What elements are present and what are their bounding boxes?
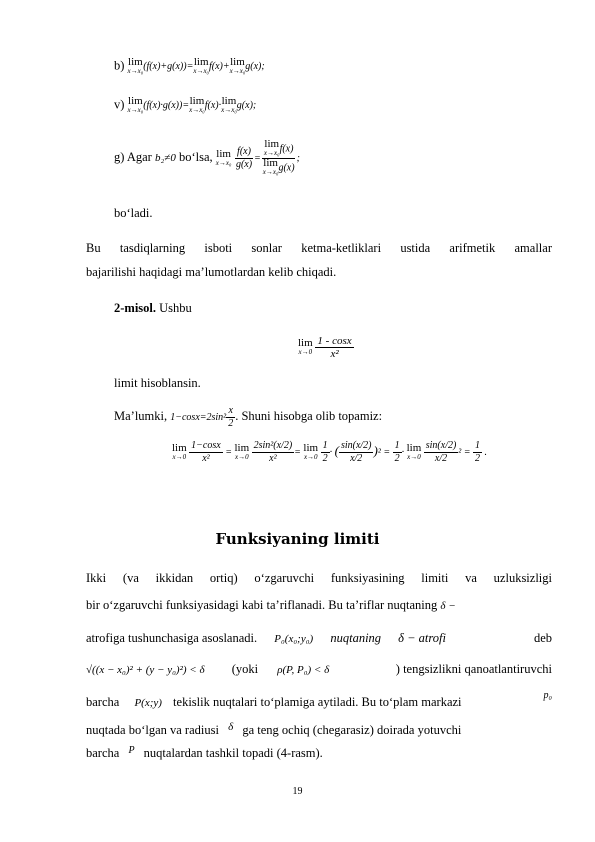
example-text: Ushbu: [159, 301, 192, 315]
para2-line6-text2: ga teng ochiq (chegarasiz) doirada yotuvchi: [242, 723, 462, 737]
item-b-formula: lim x→x₀ (f(x)+g(x))= lim x→x₀ f(x)+ lim x→x₀ g(x);: [127, 56, 265, 75]
example-heading: [114, 301, 192, 315]
item-v-formula: lim x→x₀ (f(x)·g(x))= lim x→x₀ f(x)· lim x→x₀ g(x);: [127, 95, 257, 114]
item-g-cond: b₂≠0: [154, 151, 176, 164]
para2-line5: [86, 690, 552, 710]
item-g-formula: lim x→x₀ $\frac{f(x)}{g(x)}$ = lim x→x₀ f(x) lim x→x₀ g(x) ;: [215, 138, 300, 176]
para2-line6-text: nuqtada bo‘lgan va radiusi: [86, 723, 219, 737]
delta-symbol: δ −: [440, 600, 456, 612]
example-label: 2-misol.: [114, 301, 157, 315]
para2-line4: [86, 662, 552, 677]
hint-formula: 1−cosx=2sin² $\frac{x}{2}$: [170, 405, 234, 429]
delta-radius: δ: [228, 721, 234, 733]
para2-line6: [86, 720, 552, 737]
item-boladi: bo‘ladi.: [114, 206, 153, 220]
para2-line2: [86, 598, 456, 613]
para2-line5-text: tekislik nuqtalari to‘plamiga aytiladi. Bu to‘plam markazi: [173, 695, 462, 709]
item-g-mid: bo‘lsa,: [178, 149, 213, 164]
example-result: $\frac{1}{2}$: [475, 440, 481, 464]
p0-symbol: p₀: [543, 690, 552, 701]
section-title: Funksiyaning limiti: [215, 530, 380, 548]
item-b: [114, 58, 265, 76]
para2-line7-barcha: barcha: [86, 746, 120, 760]
para1-line1: Bu tasdiqlarning isboti sonlar ketma-ketliklari ustida arifmetik amallar: [86, 241, 552, 255]
para2-line4-text: ) tengsizlikni qanoatlantiruvchi: [395, 662, 552, 676]
para2-line7-text: nuqtalardan tashkil topadi (4-rasm).: [143, 746, 323, 760]
para2-line7: [86, 744, 323, 760]
para2-line3-deb: deb: [533, 631, 552, 645]
item-g-label: g) Agar: [114, 149, 152, 164]
item-v-label: v): [114, 97, 125, 112]
point-p: P(x;y): [134, 697, 162, 709]
para2-line3-nuqtaning: nuqtaning: [330, 631, 382, 645]
para2-line3-text: atrofiga tushunchasiga asoslanadi.: [86, 631, 258, 645]
item-b-label: b): [114, 58, 125, 73]
delta-atrofi: δ − atrofi: [398, 631, 446, 645]
para2-line4-yoki: (yoki: [231, 662, 259, 676]
para1-line2: bajarilishi haqidagi ma’lumotlardan kelib chiqadi.: [86, 265, 337, 279]
item-v: [114, 97, 256, 115]
para2-line2-text: bir o‘zgaruvchi funksiyasidagi kabi ta’riflanadi. Bu ta’riflar nuqtaning: [86, 598, 438, 612]
para2-line3: [86, 631, 552, 646]
example-limit-text: limit hisoblansin.: [114, 376, 201, 390]
para2-line5-barcha: barcha: [86, 695, 120, 709]
example-hint: [114, 405, 382, 430]
item-g: [114, 140, 300, 177]
hint-pre: Ma’lumki,: [114, 408, 168, 423]
point-p0: P₀(x₀;y₀): [274, 633, 314, 645]
hint-post: . Shuni hisobga olib topamiz:: [235, 408, 383, 423]
example-limit-formula: lim x→0 $\frac{1 - \cos x}{\text{x²}}$: [298, 335, 352, 360]
atrofi-word: atrofi: [418, 631, 446, 645]
p-symbol: P: [128, 745, 135, 756]
page-number: 19: [292, 786, 303, 797]
example-computation: lim x→0 $\frac{1-\cos x}{\text{x²}}$ = lim x→0 $\frac{\text{2sin²(x/2)}}{\text{x²}}$ = lim x→0 $\frac{1}{2}$ · ( $\frac{\sin(x/2)}{x/2}$ )² = $\frac{1}{2}$ · lim x→0 $\frac{\sin(x/2)}{x/2}$ ² = $\frac{1}{2}$ .: [172, 440, 488, 464]
para2-line1: Ikki (va ikkidan ortiq) o‘zgaruvchi funksiyasining limiti va uzluksizligi: [86, 571, 552, 585]
distance-inequality: √((x − x₀)² + (y − y₀)²) < δ: [86, 664, 205, 676]
rho-inequality: ρ(P, P₀) < δ: [277, 664, 330, 676]
